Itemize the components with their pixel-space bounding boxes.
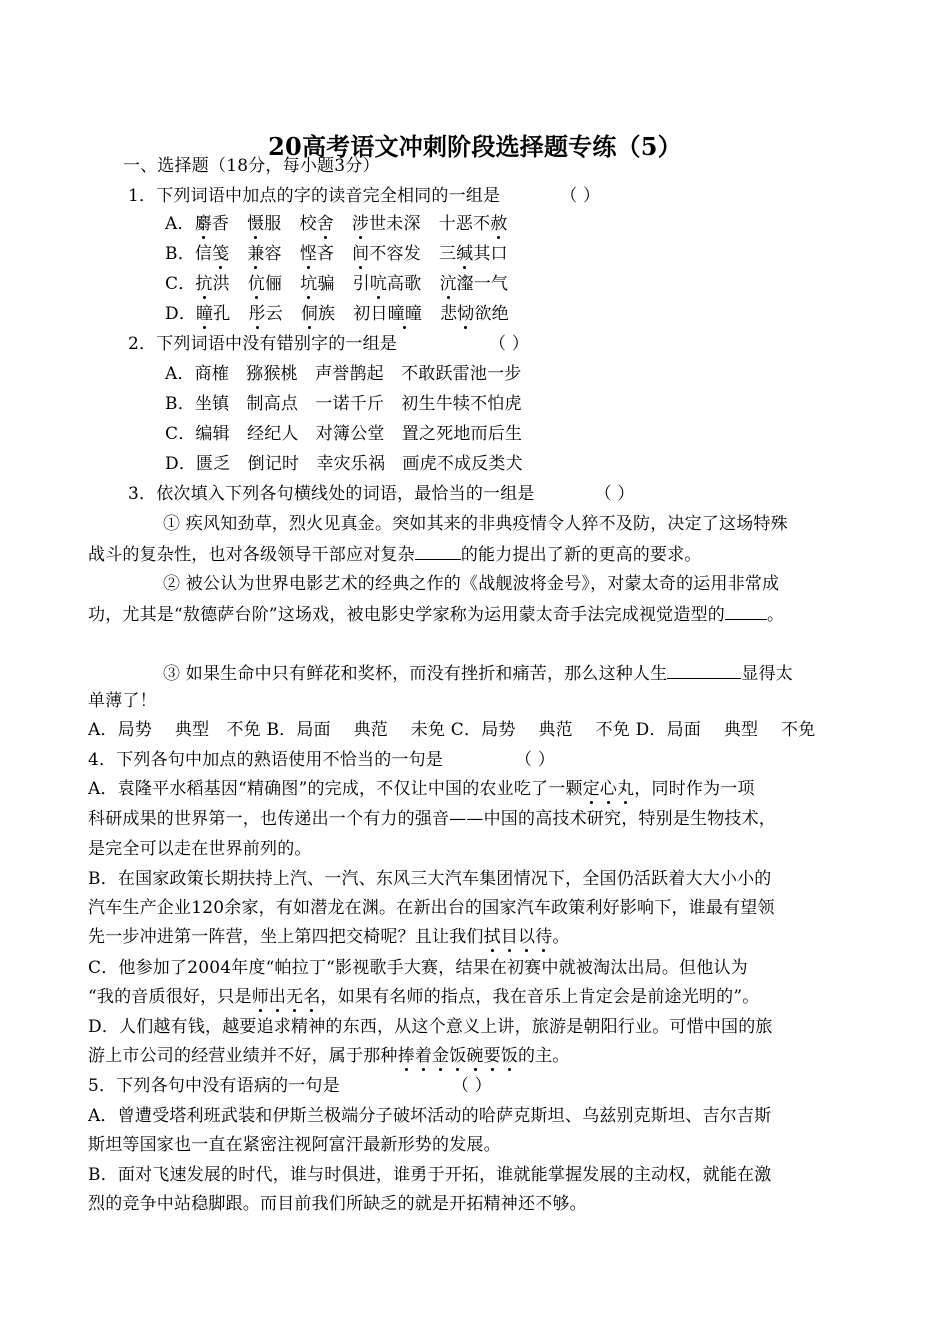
dotted-char: 丸 [617, 779, 635, 799]
text: ，如果有名师的指点，我在音乐上肯定会是前途光明的”。 [320, 987, 760, 1007]
word: 抗洪 [195, 274, 230, 294]
dotted-char: 以 [518, 927, 536, 947]
q3-stem [128, 486, 635, 503]
q5-option-b-line-2: 烈的竞争中站稳脚跟。而目前我们所缺乏的就是开拓精神还不够。 [88, 1194, 587, 1214]
dotted-char: 无 [286, 987, 304, 1007]
dotted-char: 赦 [490, 214, 508, 234]
text: 功，尤其是“敖德萨台阶”这场戏，被电影史学家称为运用蒙太奇手法完成视觉造型的 [88, 605, 725, 625]
word: 间不容发 [352, 244, 421, 264]
fill-blank [667, 664, 741, 679]
dotted-char: 拭 [483, 927, 501, 947]
dotted-char: 沆 [439, 274, 457, 294]
q4-option-b-line-3 [88, 929, 570, 946]
dotted-char: 涉 [351, 214, 370, 234]
q3-sentence-2-line-1: ② 被公认为世界电影艺术的经典之作的《战舰波将金号》，对蒙太奇的运用非常成 [163, 574, 780, 594]
q3-sentence-3-line-2: 单薄了！ [88, 691, 157, 711]
q3-sentence-1-line-1: ① 疾风知劲草，烈火见真金。突如其来的非典疫情令人猝不及防，决定了这场特殊 [163, 514, 788, 534]
q1-option-d [165, 306, 509, 323]
dotted-char: 目 [500, 927, 519, 947]
fill-blank [725, 605, 767, 620]
q4-option-d-line-1: D．人们越有钱，越要追求精神的东西，从这个意义上讲，旅游是朝阳行业。可惜中国的旅 [88, 1017, 773, 1037]
dotted-idiom [252, 987, 321, 1007]
q1-answer-paren: （ ） [560, 186, 601, 206]
q4-stem-text: 4．下列各句中加点的熟语使用不恰当的一句是 [88, 750, 444, 770]
dotted-idiom [398, 1046, 518, 1066]
q5-option-b-line-1: B．面对飞速发展的时代，谁与时俱进，谁勇于开拓，谁就能掌握发展的主动权，就能在激 [88, 1165, 772, 1185]
q4-option-d-line-2 [88, 1048, 570, 1065]
word: 涉世未深 [351, 214, 421, 234]
dotted-char: 吭 [369, 274, 388, 294]
dotted-char: 待 [535, 927, 553, 947]
dotted-char: 师 [251, 987, 269, 1007]
dotted-char: 捧 [397, 1046, 415, 1066]
text: “我的音质很好，只是 [88, 987, 252, 1007]
q3-sentence-2-line-2 [88, 605, 784, 624]
text: 的能力提出了新的更高的要求。 [460, 545, 702, 565]
option-label: A． [165, 214, 195, 234]
word: 彤云 [248, 304, 283, 324]
q4-option-b-line-1: B．在国家政策长期扶持上汽、一汽、东风三大汽车集团情况下，全国仍活跃着大大小小的 [88, 869, 772, 889]
word: 初日曈曈 [353, 304, 423, 324]
dotted-char: 间 [352, 244, 370, 264]
q5-stem [88, 1078, 492, 1095]
option-label: C． [165, 274, 196, 294]
word: 伉俪 [247, 274, 283, 294]
section-heading: 一、选择题（18分，每小题3分） [123, 156, 380, 176]
text: 先一步冲进第一阵营，坐上第四把交椅呢？且让我们 [88, 927, 484, 947]
q3-stem-text: 3．依次填入下列各句横线处的词语，最恰当的一组是 [128, 484, 535, 504]
q5-stem-text: 5．下列各句中没有语病的一句是 [88, 1076, 340, 1096]
word: 麝香 [194, 214, 230, 234]
text: ③ 如果生命中只有鲜花和奖杯，而没有挫折和痛苦，那么这种人生 [163, 664, 668, 684]
text: A．袁隆平水稻基因“精确图”的完成，不仅让中国的农业吃了一颗 [88, 779, 583, 799]
page-title: 20高考语文冲刺阶段选择题专练（5） [268, 132, 682, 161]
dotted-idiom [583, 779, 635, 799]
word: 引吭高歌 [352, 274, 422, 294]
dotted-char: 缄 [456, 244, 474, 264]
q1-option-b [165, 246, 508, 263]
q2-option-a: A．商榷 猕猴桃 声誉鹊起 不敢跃雷池一步 [165, 364, 522, 384]
text: 。 [766, 605, 785, 625]
dotted-char: 侗 [300, 304, 319, 324]
text: 游上市公司的经营业绩并不好，属于那种 [88, 1046, 398, 1066]
dotted-char: 饭 [500, 1046, 519, 1066]
dotted-char: 恸 [457, 304, 475, 324]
dotted-char: 碗 [466, 1046, 484, 1066]
dotted-char: 彤 [248, 304, 266, 324]
word: 十恶不赦 [438, 214, 508, 234]
q2-option-b: B．坐镇 制高点 一诺千斤 初生牛犊不怕虎 [165, 394, 522, 414]
dotted-char: 兼 [247, 244, 265, 264]
word: 兼容 [247, 244, 282, 264]
dotted-char: 悭 [299, 244, 317, 264]
dotted-char: 坑 [300, 274, 318, 294]
dotted-char: 伉 [247, 274, 266, 294]
q4-stem [88, 752, 555, 769]
text: 。 [552, 927, 570, 947]
word: 信笺 [194, 244, 230, 264]
text: 显得太 [741, 664, 794, 684]
dotted-char: 定 [582, 779, 600, 799]
q4-option-a-line-2: 科研成果的世界第一，也传递出一个有力的强音——中国的高技术研究，特别是生物技术， [88, 809, 776, 829]
word: 沆瀣一气 [439, 274, 509, 294]
fill-blank [415, 545, 461, 560]
q4-option-a-line-3: 是完全可以走在世界前列的。 [88, 839, 312, 859]
dotted-idiom [484, 927, 553, 947]
word: 校舍 [299, 214, 334, 234]
q4-option-b-line-2: 汽车生产企业120余家，有如潜龙在渊。在新出台的国家汽车政策利好影响下，谁最有望领 [88, 898, 775, 918]
dotted-char: 要 [483, 1046, 501, 1066]
dotted-char: 抗 [195, 274, 213, 294]
dotted-char: 出 [268, 987, 287, 1007]
text: 战斗的复杂性，也对各级领导干部应对复杂 [88, 545, 415, 565]
q3-sentence-3-line-1 [163, 664, 793, 683]
q4-option-c-line-1: C．他参加了2004年度“帕拉丁“影视歌手大赛，结果在初赛中就被淘汰出局。但他认为 [88, 958, 748, 978]
q3-options: A．局势 典型 不免 B．局面 典范 未免 C．局势 典范 不免 D．局面 典型 不免 [88, 720, 816, 740]
dotted-char: 曈曈 [387, 304, 423, 324]
q2-option-d: D．匮乏 倒记时 幸灾乐祸 画虎不成反类犬 [165, 454, 523, 474]
q2-stem-text: 2．下列词语中没有错别字的一组是 [128, 334, 398, 354]
word: 坑骗 [300, 274, 335, 294]
text: 的主。 [518, 1046, 570, 1066]
q1-stem-text: 1．下列词语中加点的字的读音完全相同的一组是 [128, 186, 501, 206]
dotted-char: 笺 [212, 244, 230, 264]
q1-option-c [165, 276, 508, 293]
q4-option-a-line-1 [88, 781, 755, 798]
word: 瞳孔 [196, 304, 231, 324]
word: 三缄其口 [438, 244, 508, 264]
dotted-char: 麝 [194, 214, 212, 234]
q5-option-a-line-2: 斯坦等国家也一直在紧密注视阿富汗最新形势的发展。 [88, 1135, 501, 1155]
dotted-char: 慑 [247, 214, 265, 234]
word: 慑服 [247, 214, 282, 234]
q2-stem [128, 336, 529, 353]
dotted-char: 舍 [316, 214, 334, 234]
word: 悭吝 [299, 244, 335, 264]
word: 侗族 [300, 304, 336, 324]
q4-option-c-line-2 [88, 989, 759, 1006]
q2-option-c: C．编辑 经纪人 对簿公堂 置之死地而后生 [165, 424, 523, 444]
dotted-char: 名 [303, 987, 321, 1007]
dotted-char: 心 [599, 779, 618, 799]
q2-answer-paren: （ ） [489, 334, 530, 354]
q3-answer-paren: （ ） [594, 484, 635, 504]
dotted-char: 金 [432, 1046, 450, 1066]
q4-answer-paren: （ ） [515, 750, 556, 770]
q1-stem [128, 188, 600, 205]
option-label: D． [165, 304, 197, 324]
dotted-char: 饭 [449, 1046, 467, 1066]
q5-answer-paren: （ ） [451, 1076, 492, 1096]
word: 悲恸欲绝 [440, 304, 509, 324]
q3-sentence-1-line-2 [88, 545, 702, 564]
text: ，同时作为一项 [634, 779, 755, 799]
q5-option-a-line-1: A．曾遭受塔利班武装和伊斯兰极端分子破坏活动的哈萨克斯坦、乌兹别克斯坦、吉尔吉斯 [88, 1106, 772, 1126]
dotted-char: 瞳 [196, 304, 214, 324]
q1-option-a [165, 216, 508, 233]
dotted-char: 着 [414, 1046, 433, 1066]
option-label: B． [165, 244, 195, 264]
